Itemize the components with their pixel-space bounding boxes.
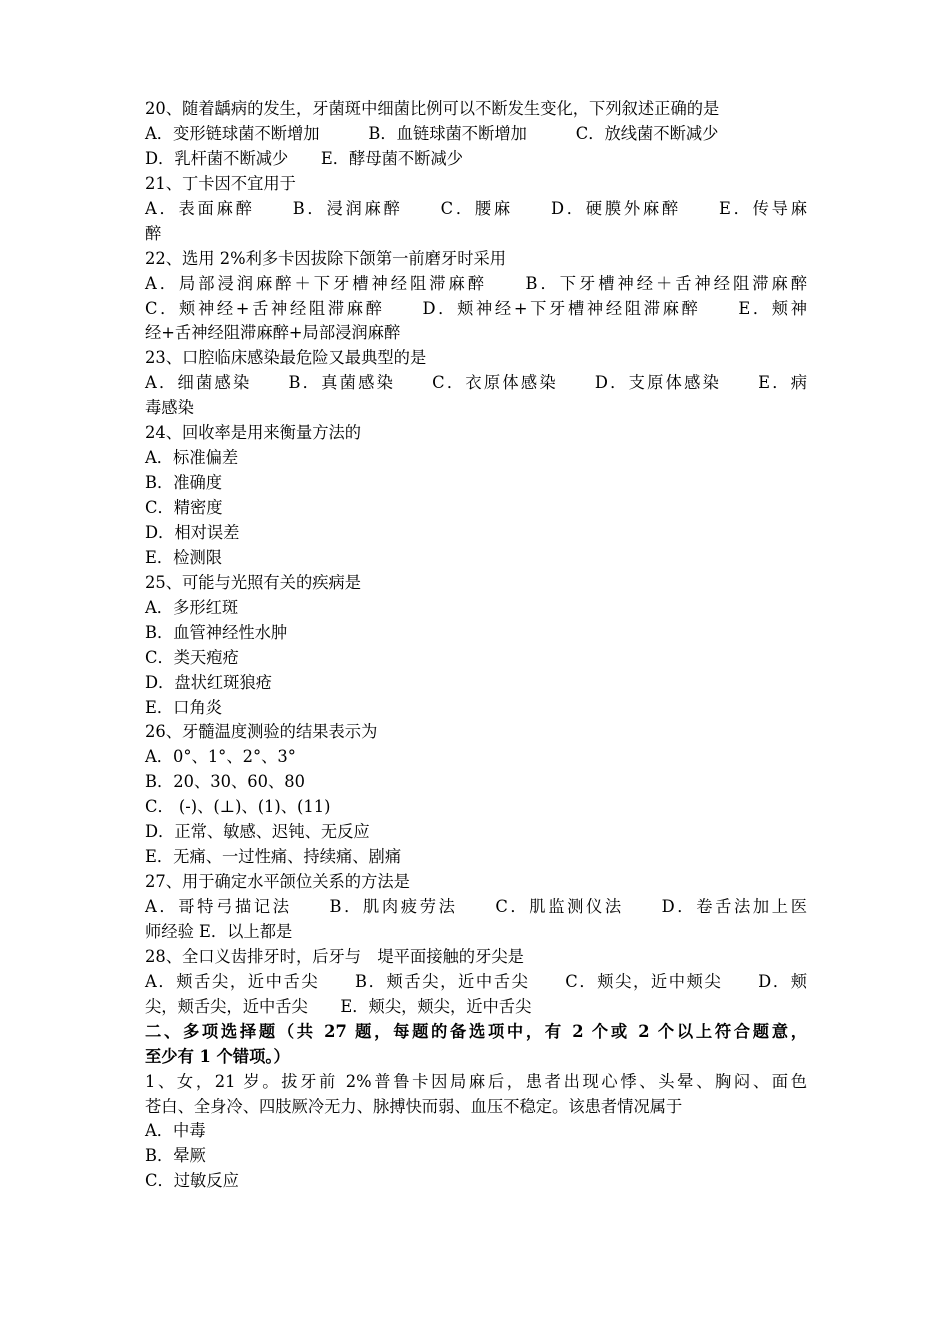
- option-line: D．相对误差: [145, 522, 240, 542]
- question-27: 27、用于确定水平颌位关系的方法是: [145, 872, 410, 892]
- option-line: A．颊舌尖，近中舌尖 B．颊舌尖，近中舌尖 C．颊尖，近中颊尖 D．颊: [145, 971, 807, 991]
- option-line: A．0°、1°、2°、3°: [145, 747, 296, 767]
- question-26: 26、牙髓温度测验的结果表示为: [145, 722, 378, 742]
- option-line: C．精密度: [145, 498, 223, 517]
- option-line: D．乳杆菌不断减少 E．酵母菌不断减少: [145, 148, 464, 168]
- question-21: 21、丁卡因不宜用于: [145, 173, 296, 193]
- option-line: 毒感染: [145, 398, 194, 418]
- option-line: C．颊神经+舌神经阻滞麻醉 D．颊神经+下牙槽神经阻滞麻醉 E．颊神: [145, 298, 807, 318]
- question-28: 28、全口义齿排牙时，后牙与 堤平面接触的牙尖是: [145, 946, 524, 966]
- option-line: E．检测限: [145, 547, 223, 567]
- question-22: 22、选用 2%利多卡因拔除下颌第一前磨牙时采用: [145, 248, 507, 268]
- option-line: D．正常、敏感、迟钝、无反应: [145, 822, 370, 842]
- option-line: A．局部浸润麻醉＋下牙槽神经阻滞麻醉 B．下牙槽神经＋舌神经阻滞麻醉: [145, 273, 807, 293]
- question-23: 23、口腔临床感染最危险又最典型的是: [145, 348, 427, 368]
- option-line: B．晕厥: [145, 1146, 206, 1166]
- option-line: A．中毒: [145, 1121, 206, 1141]
- option-line: B．准确度: [145, 473, 223, 493]
- option-line: B．20、30、60、80: [145, 772, 305, 792]
- document-page: [145, 97, 807, 1194]
- option-line: C．过敏反应: [145, 1171, 239, 1191]
- option-line: 经+舌神经阻滞麻醉+局部浸润麻醉: [145, 323, 401, 343]
- option-line: A．细菌感染 B．真菌感染 C．衣原体感染 D．支原体感染 E．病: [145, 373, 807, 393]
- option-line: A．表面麻醉 B．浸润麻醉 C．腰麻 D．硬膜外麻醉 E．传导麻: [145, 198, 807, 218]
- option-line: B．血管神经性水肿: [145, 622, 288, 642]
- option-line: A．哥特弓描记法 B．肌肉疲劳法 C．肌监测仪法 D．卷舌法加上医: [145, 897, 807, 916]
- option-line: 师经验 E．以上都是: [145, 921, 293, 941]
- option-line: A．标准偏差: [145, 448, 239, 468]
- option-line: A．变形链球菌不断增加 B．血链球菌不断增加 C．放线菌不断减少: [145, 123, 719, 143]
- question-1: 1、女，21 岁。拔牙前 2%普鲁卡因局麻后，患者出现心悸、头晕、胸闷、面色: [145, 1071, 807, 1091]
- option-line: 尖，颊舌尖，近中舌尖 E．颊尖，颊尖，近中舌尖: [145, 996, 532, 1016]
- question-1-continued: 苍白、全身冷、四肢厥冷无力、脉搏快而弱、血压不稳定。该患者情况属于: [145, 1096, 683, 1116]
- question-24: 24、回收率是用来衡量方法的: [145, 423, 362, 443]
- section-heading: 至少有 1 个错项。）: [145, 1046, 290, 1066]
- option-line: 醉: [145, 223, 162, 243]
- option-line: E．无痛、一过性痛、持续痛、剧痛: [145, 847, 402, 867]
- question-20: 20、随着龋病的发生，牙菌斑中细菌比例可以不断发生变化，下列叙述正确的是: [145, 99, 720, 118]
- option-line: C．类天疱疮: [145, 647, 239, 667]
- section-heading: 二、多项选择题（共 27 题，每题的备选项中，有 2 个或 2 个以上符合题意，: [145, 1021, 807, 1041]
- option-line: E．口角炎: [145, 697, 223, 717]
- option-line: D．盘状红斑狼疮: [145, 672, 273, 692]
- option-line: A．多形红斑: [145, 597, 239, 617]
- question-25: 25、可能与光照有关的疾病是: [145, 572, 362, 592]
- option-line: C． (-)、(⊥)、(1)、(11): [145, 797, 331, 817]
